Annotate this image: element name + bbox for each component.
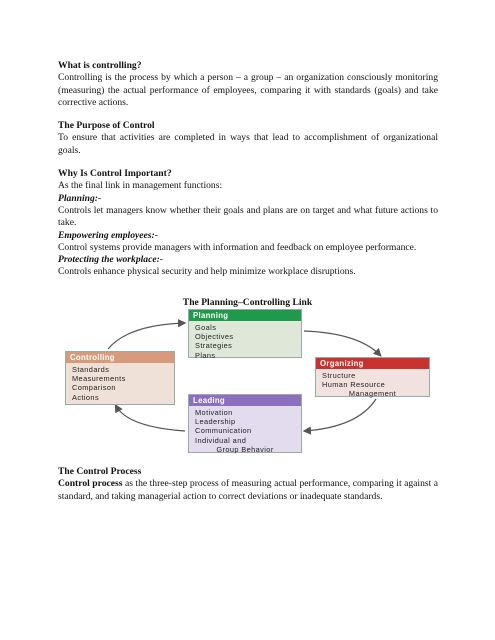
leading-item: Individual and xyxy=(195,435,247,445)
diagram-title: The Planning–Controlling Link xyxy=(182,297,313,308)
planning-box xyxy=(188,309,302,358)
leading-header: Leading xyxy=(189,395,301,406)
leading-item: Motivation xyxy=(195,408,233,417)
document-body xyxy=(58,60,438,290)
section-heading: The Control Process xyxy=(58,466,142,477)
section-purpose-of-control xyxy=(58,120,438,157)
arrow-leading-to-controlling xyxy=(116,406,185,431)
section-control-process xyxy=(58,466,438,503)
why-item-text: Control systems provide managers with information and feedback on employee performance. xyxy=(58,241,417,253)
section-heading: Why Is Control Important? xyxy=(58,168,172,180)
planning-item: Plans xyxy=(195,350,216,360)
controlling-box xyxy=(65,351,175,405)
planning-item: Strategies xyxy=(195,341,233,351)
why-item-label: Planning:- xyxy=(58,192,102,204)
process-lead: Control process xyxy=(58,478,123,490)
leading-item: Communication xyxy=(195,426,252,436)
planning-item: Goals xyxy=(195,323,217,332)
planning-controlling-diagram xyxy=(58,309,438,469)
arrow-planning-to-organizing xyxy=(304,331,380,355)
why-item-text: Controls let managers know whether their goals and plans are on target and what future actions to take. xyxy=(58,204,438,229)
section-heading: The Purpose of Control xyxy=(58,120,155,132)
organizing-header: Organizing xyxy=(316,358,429,369)
controlling-item: Comparison xyxy=(72,383,116,393)
process-body: as the three-step process of measuring actual performance, comparing it against a standard, and taking managerial action to correct deviations or inadequate standards. xyxy=(58,478,438,502)
why-intro: As the final link in management functions: xyxy=(58,180,223,192)
why-item-label: Empowering employees:- xyxy=(58,229,158,241)
arrow-controlling-to-planning xyxy=(108,323,184,349)
planning-header: Planning xyxy=(189,310,301,321)
leading-item: Leadership xyxy=(195,417,236,427)
leading-item: Group Behavior xyxy=(216,444,274,454)
controlling-item: Measurements xyxy=(72,374,126,384)
section-text: To ensure that activities are completed in ways that lead to accomplishment of organizational goals. xyxy=(58,132,438,156)
controlling-item: Actions xyxy=(72,392,100,402)
organizing-item: Human Resource xyxy=(322,380,386,390)
section-heading: What is controlling? xyxy=(58,60,142,71)
section-why-control-important xyxy=(58,168,438,279)
controlling-header: Controlling xyxy=(66,352,174,363)
leading-box xyxy=(188,394,302,453)
why-item-text: Controls enhance physical security and help minimize workplace disruptions. xyxy=(58,266,356,278)
organizing-item: Management xyxy=(348,389,397,399)
section-text: Controlling is the process by which a person – a group – an organization consciously monitoring (measuring) the actual performance of employees, comparing it with standards (goals) and take corrective actions. xyxy=(58,72,438,108)
organizing-box xyxy=(315,357,430,397)
organizing-item: Structure xyxy=(322,371,356,380)
controlling-item: Standards xyxy=(72,365,110,374)
section-what-is-controlling xyxy=(58,60,438,109)
why-item-label: Protecting the workplace:- xyxy=(58,254,163,266)
process-text xyxy=(58,478,438,503)
planning-item: Objectives xyxy=(195,332,234,342)
arrow-organizing-to-leading xyxy=(305,399,376,431)
